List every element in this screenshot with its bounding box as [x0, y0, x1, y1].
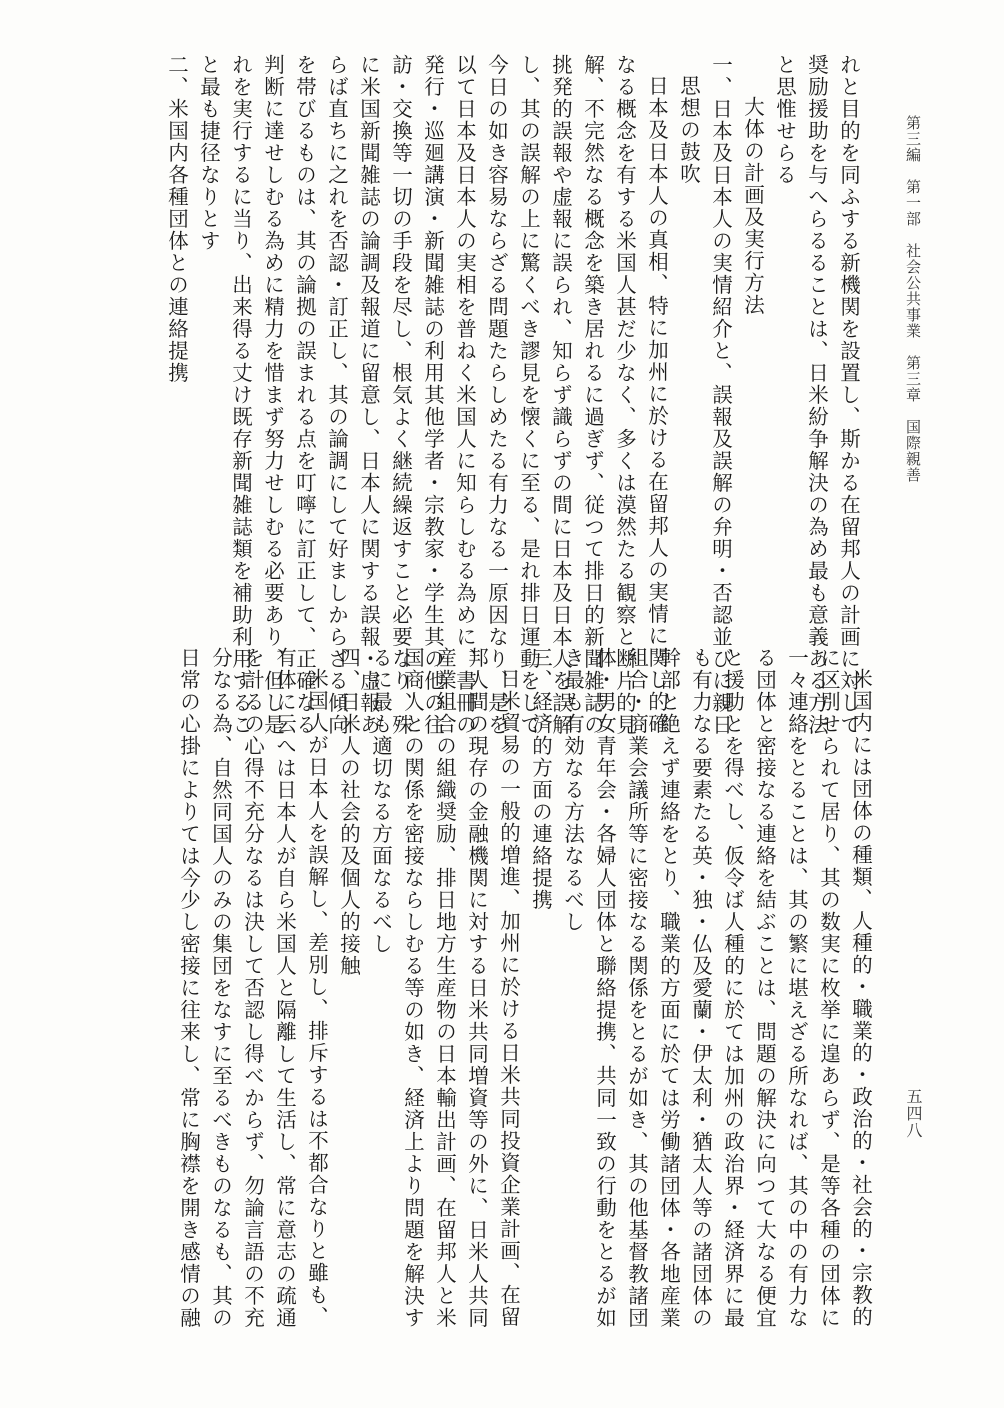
top-line-14: 発行・巡廻講演・新聞雑誌の利用其他学者・宗教家・学生其の他の往: [420, 54, 445, 736]
top-line-7: 日本及日本人の真相、特に加州に於ける在留邦人の実情に関し的確: [644, 75, 669, 735]
top-line-10: 挑発的誤報や虚報に誤られ、知らず識らずの間に日本及日本人を誤解: [548, 54, 573, 736]
top-line-13: 以て日本及日本人の実相を普ねく米国人に知らしむる為めに、書冊の: [452, 54, 477, 736]
bottom-line-8: 組合・商業会議所等に密接なる関係をとるが如き、其の他基督教諸団: [624, 647, 649, 1329]
top-line-9: 解、不完然なる概念を築き居れるに過ぎず、従つて排日的新聞雑誌の: [580, 54, 605, 736]
bottom-line-10: き最も有効なる方法なるべし: [560, 647, 585, 933]
top-line-6: 思想の鼓吹: [676, 75, 701, 185]
bottom-line-14: 産業組合の組織奨励、排日地方生産物の日本輸出計画、在留邦人と米: [432, 647, 457, 1329]
bottom-line-12: 日米貿易の一般的増進、加州に於ける日米共同投資企業計画、在留: [496, 668, 521, 1328]
bottom-line-11: 三、経済的方面の連絡提携: [528, 647, 553, 911]
bottom-line-16: るに最も適切なる方面なるべし: [368, 647, 393, 955]
top-line-16: に米国新聞雑誌の論調及報道に留意し、日本人に関する誤報・虚報あ: [356, 54, 381, 736]
top-line-12: 今日の如き容易ならざる問題たらしめたる有力なる一原因なり、是を: [484, 54, 509, 736]
bottom-line-15: 国商人との関係を密接ならしむる等の如き、経済上より問題を解決す: [400, 647, 425, 1329]
bottom-line-17: 四、日米人の社会的及個人的接触: [336, 647, 361, 977]
bottom-line-19: 有体に云へは日本人が自ら米国人と隔離して生活し、常に意志の疏通: [272, 647, 297, 1329]
top-line-8: なる概念を有する米国人甚だ少なく、多くは漠然たる観察と断片的見: [612, 54, 637, 736]
bottom-line-18: 米国人が日本人を誤解し、差別し、排斥するは不都合なりと雖も、: [304, 668, 329, 1328]
bottom-line-6: も有力なる要素たる英・独・仏及愛蘭・伊太利・猶太人等の諸団体の: [688, 647, 713, 1329]
bottom-line-22: 日常の心掛によりては今少し密接に往来し、常に胸襟を開き感情の融: [176, 647, 201, 1329]
top-line-15: 訪・交換等一切の手段を尽し、根気よく継続繰返すこと必要なり、殊: [388, 54, 413, 736]
bottom-line-1: 米国内には団体の種類、人種的・職業的・政治的・社会的・宗教的: [848, 668, 873, 1328]
top-line-1: れと目的を同ふする新機関を設置し、斯かる在留邦人の計画に対して: [836, 54, 861, 736]
bottom-line-20: を計るの心得不充分なるは決して否認し得べからず、勿論言語の不充: [240, 647, 265, 1329]
bottom-line-9: 体・男女青年会・各婦人団体と聯絡提携、共同一致の行動をとるが如: [592, 647, 617, 1329]
bottom-line-21: 分なる為、自然同国人のみの集団をなすに至るべきものなるも、其の: [208, 647, 233, 1329]
top-line-21: と最も捷径なりとす: [196, 54, 221, 252]
bottom-line-13: 邦人間の現存の金融機関に対する日米共同増資等の外に、日米人共同: [464, 647, 489, 1329]
running-header: 第三編 第一部 社会公共事業 第三章 国際親善: [904, 115, 922, 483]
top-line-20: れを実行するに当り、出来得る丈け既存新聞雑誌類を補助利用するこ: [228, 54, 253, 736]
top-line-5: 一、日本及日本人の実情紹介と、誤報及誤解の弁明・否認並びに親日: [708, 54, 733, 736]
page-number: 五四八: [904, 1088, 923, 1139]
bottom-line-4: る団体と密接なる連絡を結ぶことは、問題の解決に向つて大なる便宜: [752, 647, 777, 1329]
bottom-line-2: に区別せられて居り、其の数実に枚挙に遑あらず、是等各種の団体に: [816, 647, 841, 1329]
bottom-line-7: 幹部と絶えず連絡をとり、職業的方面に於ては労働諸団体・各地産業: [656, 647, 681, 1329]
top-line-11: し、其の誤解の上に驚くべき謬見を懐くに至る、是れ排日運動をして: [516, 54, 541, 736]
top-line-3: と思惟せらる: [772, 54, 797, 186]
bottom-line-3: 一々連絡をとることは、其の繁に堪えざる所なれば、其の中の有力な: [784, 647, 809, 1329]
top-line-4: 大体の計画及実行方法: [740, 96, 765, 316]
top-line-19: 判断に達せしむる為めに精力を惜まず努力せしむる必要あり、但し是: [260, 54, 285, 736]
bottom-line-5: と援助とを得べし、仮令ば人種的に於ては加州の政治界・経済界に最: [720, 647, 745, 1329]
top-line-2: 奨励援助を与へらるることは、日米紛争解決の為め最も意義ある方法: [804, 54, 829, 736]
top-line-17: らば直ちに之れを否認・訂正し、其の論調にして好ましからざる傾向: [324, 54, 349, 736]
top-line-22: 二、米国内各種団体との連絡提携: [164, 54, 189, 384]
top-line-18: を帯びるものは、其の論拠の誤まれる点を叮嚀に訂正して、正確なる: [292, 54, 317, 736]
